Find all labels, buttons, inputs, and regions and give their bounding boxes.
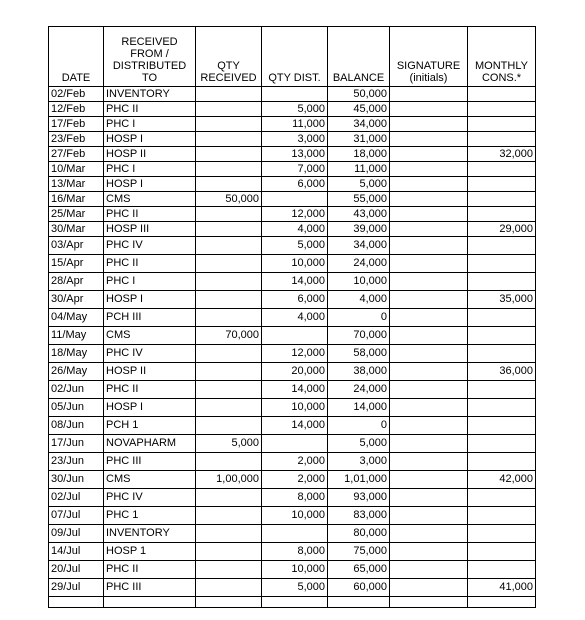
table-row [49, 561, 536, 579]
cell-party: PHC IV [104, 237, 196, 255]
cell-signature [390, 579, 468, 597]
header-qty-dist: QTY DIST. [262, 27, 328, 87]
cell-monthly-cons [468, 192, 536, 207]
empty-cell [104, 597, 196, 608]
cell-monthly-cons [468, 117, 536, 132]
cell-balance: 11,000 [328, 162, 390, 177]
stock-ledger-table [48, 26, 536, 608]
cell-signature [390, 291, 468, 309]
cell-party: PHC III [104, 579, 196, 597]
header-date: DATE [49, 27, 104, 87]
cell-qty-dist: 4,000 [262, 309, 328, 327]
cell-signature [390, 207, 468, 222]
table-row [49, 471, 536, 489]
cell-signature [390, 255, 468, 273]
cell-balance: 58,000 [328, 345, 390, 363]
empty-cell [49, 597, 104, 608]
cell-date: 26/May [49, 363, 104, 381]
cell-qty-received [196, 117, 262, 132]
table-row [49, 87, 536, 102]
cell-balance: 45,000 [328, 102, 390, 117]
cell-qty-dist: 13,000 [262, 147, 328, 162]
cell-party: HOSP III [104, 222, 196, 237]
table-row [49, 417, 536, 435]
cell-qty-dist [262, 525, 328, 543]
cell-monthly-cons [468, 327, 536, 345]
cell-qty-dist [262, 435, 328, 453]
cell-qty-dist: 8,000 [262, 543, 328, 561]
cell-party: INVENTORY [104, 87, 196, 102]
header-monthly-cons: MONTHLY CONS.* [468, 27, 536, 87]
cell-party: HOSP I [104, 177, 196, 192]
table-row [49, 345, 536, 363]
header-signature: SIGNATURE (initials) [390, 27, 468, 87]
cell-balance: 75,000 [328, 543, 390, 561]
cell-qty-received [196, 345, 262, 363]
cell-balance: 18,000 [328, 147, 390, 162]
cell-date: 27/Feb [49, 147, 104, 162]
cell-qty-dist: 5,000 [262, 237, 328, 255]
empty-cell [262, 597, 328, 608]
cell-party: HOSP I [104, 132, 196, 147]
cell-signature [390, 399, 468, 417]
cell-party: PHC I [104, 273, 196, 291]
cell-qty-dist: 2,000 [262, 453, 328, 471]
cell-qty-dist: 5,000 [262, 579, 328, 597]
cell-party: PHC III [104, 453, 196, 471]
cell-date: 14/Jul [49, 543, 104, 561]
cell-signature [390, 327, 468, 345]
table-row [49, 273, 536, 291]
cell-balance: 0 [328, 309, 390, 327]
cell-party: CMS [104, 327, 196, 345]
cell-date: 17/Jun [49, 435, 104, 453]
cell-balance: 24,000 [328, 381, 390, 399]
cell-qty-received [196, 579, 262, 597]
table-row [49, 117, 536, 132]
cell-date: 08/Jun [49, 417, 104, 435]
cell-qty-received [196, 87, 262, 102]
cell-monthly-cons: 42,000 [468, 471, 536, 489]
cell-monthly-cons [468, 309, 536, 327]
cell-date: 30/Apr [49, 291, 104, 309]
cell-party: PHC IV [104, 489, 196, 507]
cell-balance: 3,000 [328, 453, 390, 471]
cell-balance: 1,01,000 [328, 471, 390, 489]
table-row [49, 177, 536, 192]
table-row [49, 102, 536, 117]
cell-party: CMS [104, 471, 196, 489]
table-row [49, 453, 536, 471]
ledger-body [49, 87, 536, 608]
cell-monthly-cons [468, 345, 536, 363]
cell-qty-received [196, 309, 262, 327]
cell-date: 02/Jul [49, 489, 104, 507]
cell-qty-received [196, 237, 262, 255]
cell-party: PHC II [104, 255, 196, 273]
cell-monthly-cons: 35,000 [468, 291, 536, 309]
table-row [49, 525, 536, 543]
cell-party: PHC I [104, 162, 196, 177]
cell-balance: 5,000 [328, 177, 390, 192]
cell-qty-received [196, 147, 262, 162]
header-received-from: RECEIVED FROM / DISTRIBUTED TO [104, 27, 196, 87]
cell-balance: 60,000 [328, 579, 390, 597]
cell-qty-received [196, 399, 262, 417]
cell-monthly-cons [468, 102, 536, 117]
cell-monthly-cons [468, 525, 536, 543]
cell-qty-dist: 8,000 [262, 489, 328, 507]
cell-qty-dist: 10,000 [262, 561, 328, 579]
cell-qty-received [196, 525, 262, 543]
cell-date: 12/Feb [49, 102, 104, 117]
cell-date: 29/Jul [49, 579, 104, 597]
cell-date: 15/Apr [49, 255, 104, 273]
cell-qty-received [196, 222, 262, 237]
cell-signature [390, 237, 468, 255]
cell-signature [390, 381, 468, 399]
table-row [49, 192, 536, 207]
cell-balance: 10,000 [328, 273, 390, 291]
table-row [49, 543, 536, 561]
table-row [49, 147, 536, 162]
cell-qty-dist: 2,000 [262, 471, 328, 489]
cell-party: PHC II [104, 102, 196, 117]
cell-signature [390, 453, 468, 471]
cell-date: 07/Jul [49, 507, 104, 525]
cell-monthly-cons [468, 132, 536, 147]
cell-qty-received: 1,00,000 [196, 471, 262, 489]
cell-monthly-cons [468, 489, 536, 507]
cell-qty-dist: 14,000 [262, 381, 328, 399]
table-row [49, 489, 536, 507]
table-row [49, 435, 536, 453]
table-row [49, 579, 536, 597]
cell-qty-received [196, 543, 262, 561]
cell-date: 17/Feb [49, 117, 104, 132]
header-row [49, 27, 536, 87]
cell-qty-dist: 10,000 [262, 255, 328, 273]
cell-qty-dist: 14,000 [262, 417, 328, 435]
cell-signature [390, 222, 468, 237]
cell-signature [390, 177, 468, 192]
empty-cell [328, 597, 390, 608]
cell-qty-received [196, 561, 262, 579]
cell-date: 28/Apr [49, 273, 104, 291]
cell-qty-received [196, 489, 262, 507]
cell-qty-received [196, 363, 262, 381]
cell-signature [390, 147, 468, 162]
cell-party: PHC IV [104, 345, 196, 363]
cell-qty-received [196, 273, 262, 291]
cell-balance: 70,000 [328, 327, 390, 345]
cell-qty-dist: 20,000 [262, 363, 328, 381]
cell-date: 02/Feb [49, 87, 104, 102]
cell-signature [390, 309, 468, 327]
cell-qty-dist: 10,000 [262, 399, 328, 417]
cell-qty-dist: 6,000 [262, 177, 328, 192]
cell-balance: 50,000 [328, 87, 390, 102]
cell-balance: 14,000 [328, 399, 390, 417]
table-row [49, 309, 536, 327]
header-qty-received: QTY RECEIVED [196, 27, 262, 87]
cell-party: HOSP I [104, 399, 196, 417]
cell-party: HOSP I [104, 291, 196, 309]
cell-qty-dist: 12,000 [262, 207, 328, 222]
cell-monthly-cons: 29,000 [468, 222, 536, 237]
cell-signature [390, 543, 468, 561]
cell-date: 02/Jun [49, 381, 104, 399]
cell-signature [390, 102, 468, 117]
cell-signature [390, 87, 468, 102]
cell-monthly-cons: 32,000 [468, 147, 536, 162]
table-row [49, 327, 536, 345]
cell-party: PHC I [104, 117, 196, 132]
cell-balance: 5,000 [328, 435, 390, 453]
cell-balance: 83,000 [328, 507, 390, 525]
empty-cell [468, 597, 536, 608]
cell-date: 23/Feb [49, 132, 104, 147]
cell-date: 23/Jun [49, 453, 104, 471]
cell-balance: 24,000 [328, 255, 390, 273]
cell-balance: 93,000 [328, 489, 390, 507]
cell-party: HOSP 1 [104, 543, 196, 561]
cell-signature [390, 117, 468, 132]
cell-monthly-cons [468, 255, 536, 273]
header-balance: BALANCE [328, 27, 390, 87]
cell-signature [390, 192, 468, 207]
cell-qty-received: 50,000 [196, 192, 262, 207]
cell-monthly-cons [468, 417, 536, 435]
cell-balance: 0 [328, 417, 390, 435]
cell-date: 13/Mar [49, 177, 104, 192]
cell-date: 11/May [49, 327, 104, 345]
cell-qty-dist: 7,000 [262, 162, 328, 177]
empty-cell [196, 597, 262, 608]
cell-qty-dist: 10,000 [262, 507, 328, 525]
cell-monthly-cons [468, 507, 536, 525]
cell-qty-dist: 11,000 [262, 117, 328, 132]
cell-signature [390, 489, 468, 507]
cell-signature [390, 273, 468, 291]
cell-balance: 39,000 [328, 222, 390, 237]
table-row [49, 399, 536, 417]
cell-party: INVENTORY [104, 525, 196, 543]
cell-party: PCH III [104, 309, 196, 327]
cell-qty-received [196, 132, 262, 147]
cell-monthly-cons [468, 453, 536, 471]
cell-qty-received [196, 102, 262, 117]
cell-qty-received: 5,000 [196, 435, 262, 453]
cell-monthly-cons [468, 177, 536, 192]
table-row [49, 291, 536, 309]
cell-qty-dist [262, 87, 328, 102]
table-row [49, 381, 536, 399]
cell-party: HOSP II [104, 363, 196, 381]
cell-signature [390, 345, 468, 363]
table-row [49, 132, 536, 147]
cell-date: 25/Mar [49, 207, 104, 222]
cell-qty-received [196, 507, 262, 525]
cell-date: 05/Jun [49, 399, 104, 417]
cell-date: 20/Jul [49, 561, 104, 579]
cell-monthly-cons [468, 162, 536, 177]
cell-party: PCH 1 [104, 417, 196, 435]
table-row [49, 507, 536, 525]
cell-qty-dist: 12,000 [262, 345, 328, 363]
cell-monthly-cons [468, 237, 536, 255]
cell-qty-dist: 14,000 [262, 273, 328, 291]
cell-qty-dist: 4,000 [262, 222, 328, 237]
cell-party: CMS [104, 192, 196, 207]
cell-balance: 43,000 [328, 207, 390, 222]
cell-signature [390, 525, 468, 543]
cell-balance: 34,000 [328, 117, 390, 132]
cell-balance: 34,000 [328, 237, 390, 255]
cell-date: 04/May [49, 309, 104, 327]
cell-qty-received [196, 207, 262, 222]
cell-balance: 80,000 [328, 525, 390, 543]
cell-date: 16/Mar [49, 192, 104, 207]
cell-qty-dist: 5,000 [262, 102, 328, 117]
cell-party: PHC 1 [104, 507, 196, 525]
cell-signature [390, 471, 468, 489]
cell-date: 30/Mar [49, 222, 104, 237]
cell-qty-dist [262, 192, 328, 207]
cell-monthly-cons: 36,000 [468, 363, 536, 381]
cell-monthly-cons: 41,000 [468, 579, 536, 597]
cell-signature [390, 507, 468, 525]
cell-monthly-cons [468, 561, 536, 579]
cell-balance: 38,000 [328, 363, 390, 381]
cell-qty-received [196, 255, 262, 273]
table-row [49, 363, 536, 381]
cell-signature [390, 561, 468, 579]
cell-signature [390, 363, 468, 381]
cell-qty-dist [262, 327, 328, 345]
cell-party: PHC II [104, 207, 196, 222]
cell-qty-dist: 3,000 [262, 132, 328, 147]
cell-qty-received [196, 177, 262, 192]
table-row [49, 222, 536, 237]
cell-balance: 31,000 [328, 132, 390, 147]
cell-monthly-cons [468, 207, 536, 222]
cell-qty-received: 70,000 [196, 327, 262, 345]
cell-monthly-cons [468, 435, 536, 453]
cell-balance: 4,000 [328, 291, 390, 309]
cell-party: NOVAPHARM [104, 435, 196, 453]
cell-date: 30/Jun [49, 471, 104, 489]
table-row [49, 207, 536, 222]
cell-date: 10/Mar [49, 162, 104, 177]
cell-party: HOSP II [104, 147, 196, 162]
cell-qty-received [196, 417, 262, 435]
cell-signature [390, 132, 468, 147]
cell-signature [390, 162, 468, 177]
cell-signature [390, 435, 468, 453]
cell-monthly-cons [468, 543, 536, 561]
cell-party: PHC II [104, 381, 196, 399]
cell-party: PHC II [104, 561, 196, 579]
cell-balance: 55,000 [328, 192, 390, 207]
cell-date: 03/Apr [49, 237, 104, 255]
cell-monthly-cons [468, 273, 536, 291]
cell-qty-received [196, 453, 262, 471]
cell-signature [390, 417, 468, 435]
cell-qty-received [196, 381, 262, 399]
cell-date: 09/Jul [49, 525, 104, 543]
table-row [49, 255, 536, 273]
cell-qty-received [196, 162, 262, 177]
cell-monthly-cons [468, 399, 536, 417]
table-row [49, 162, 536, 177]
table-row [49, 237, 536, 255]
cell-qty-received [196, 291, 262, 309]
empty-cell [390, 597, 468, 608]
cell-monthly-cons [468, 87, 536, 102]
cell-qty-dist: 6,000 [262, 291, 328, 309]
cell-date: 18/May [49, 345, 104, 363]
empty-row [49, 597, 536, 608]
cell-balance: 65,000 [328, 561, 390, 579]
cell-monthly-cons [468, 381, 536, 399]
